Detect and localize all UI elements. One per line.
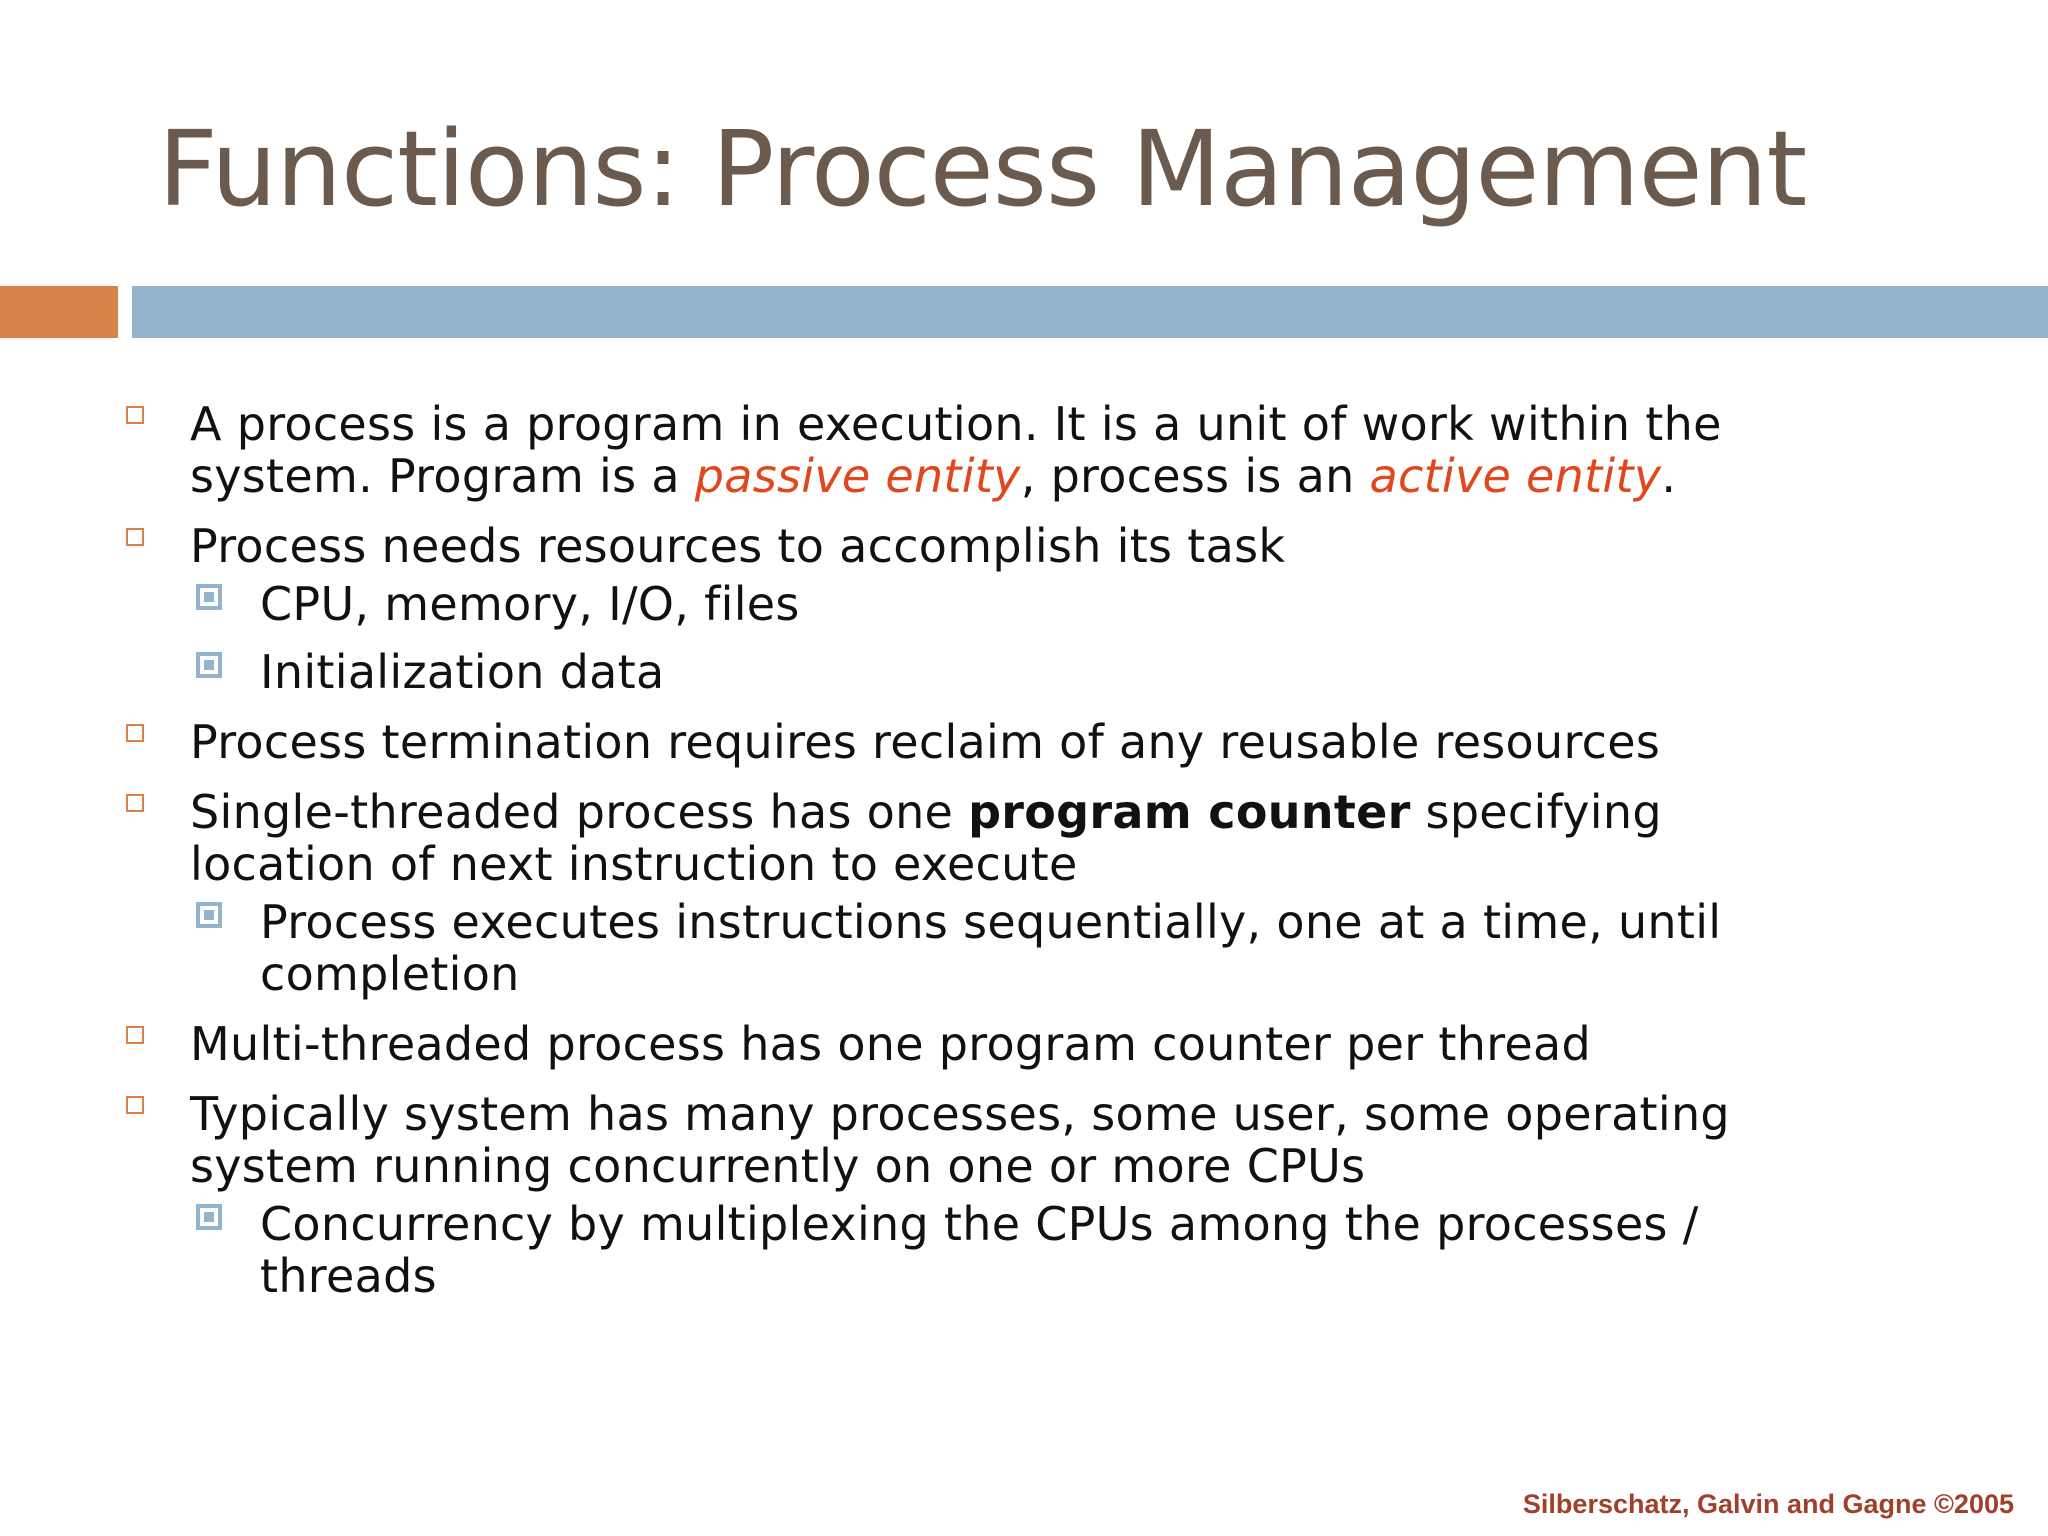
slide-title: Functions: Process Management: [158, 108, 1807, 230]
square-bullet-icon: [126, 1096, 144, 1114]
copyright-footer: Silberschatz, Galvin and Gagne ©2005: [1522, 1489, 2014, 1519]
title-accent-bar-orange: [0, 286, 118, 338]
bullet-multi-threaded: [120, 1018, 1740, 1070]
square-bullet-icon: [126, 724, 144, 742]
bullet-termination: [120, 716, 1740, 768]
bullet-text: Process termination requires reclaim of any reusable resources: [190, 715, 1661, 769]
filled-square-bullet-icon: [196, 902, 222, 928]
filled-square-bullet-icon: [196, 584, 222, 610]
emphasis-active-entity: active entity: [1369, 449, 1662, 503]
bullet-text: , process is an: [1020, 449, 1370, 503]
sub-bullet-sequential-execution: [190, 896, 1740, 1000]
bullet-text: A process is a program in execution. It is a unit of work within the system. Program is a: [190, 397, 1722, 503]
bullet-resources: [120, 520, 1740, 698]
sub-bullet-text: CPU, memory, I/O, files: [260, 577, 800, 631]
square-bullet-icon: [126, 1026, 144, 1044]
sub-bullet-list: [190, 1198, 1740, 1302]
bullet-list: [120, 398, 1740, 1320]
bullet-text: Typically system has many processes, some user, some operating system running concurrently on one or more CPUs: [190, 1087, 1730, 1193]
filled-square-bullet-icon: [196, 652, 222, 678]
bullet-text: Multi-threaded process has one program counter per thread: [190, 1017, 1591, 1071]
sub-bullet-text: Initialization data: [260, 645, 665, 699]
square-bullet-icon: [126, 406, 144, 424]
bullet-text: specifying location of next instruction to execute: [190, 785, 1662, 891]
square-bullet-icon: [126, 794, 144, 812]
sub-bullet-text: Process executes instructions sequentially, one at a time, until completion: [260, 895, 1722, 1001]
sub-bullet-list: [190, 578, 1740, 698]
bullet-process-definition: [120, 398, 1740, 502]
bullet-text: .: [1661, 449, 1677, 503]
title-accent-bar-blue: [132, 286, 2048, 338]
strong-program-counter: program counter: [968, 785, 1411, 839]
sub-bullet-concurrency: [190, 1198, 1740, 1302]
square-bullet-icon: [126, 528, 144, 546]
sub-bullet-list: [190, 896, 1740, 1000]
sub-bullet-cpu-memory: [190, 578, 1740, 630]
sub-bullet-text: Concurrency by multiplexing the CPUs among the processes / threads: [260, 1197, 1699, 1303]
sub-bullet-initialization-data: [190, 646, 1740, 698]
bullet-single-threaded: [120, 786, 1740, 1000]
filled-square-bullet-icon: [196, 1204, 222, 1230]
bullet-many-processes: [120, 1088, 1740, 1302]
bullet-text: Single-threaded process has one: [190, 785, 969, 839]
bullet-text: Process needs resources to accomplish its task: [190, 519, 1286, 573]
emphasis-passive-entity: passive entity: [694, 449, 1021, 503]
